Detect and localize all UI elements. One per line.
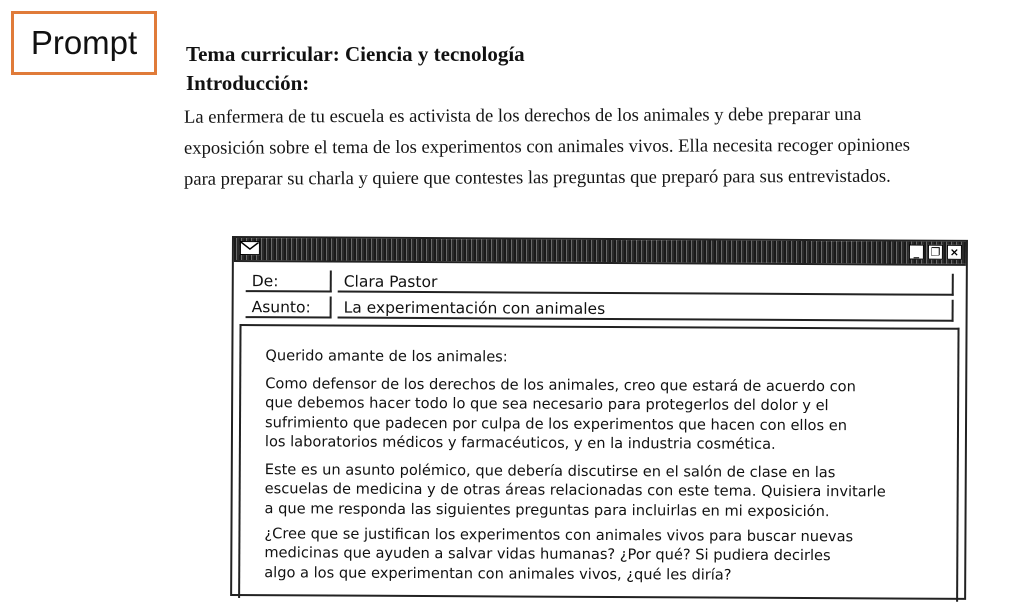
paragraph-line: ¿Cree que se justifican los experimentos con animales vivos para buscar nuevas — [264, 525, 854, 546]
subject-field[interactable]: La experimentación con animales — [338, 297, 954, 322]
introduction-heading: Introducción: — [186, 71, 310, 95]
paragraph-line: que debemos hacer todo lo que sea necesario para protegerlos del dolor y el — [265, 394, 829, 415]
email-greeting: Querido amante de los animales: — [265, 347, 508, 366]
prompt-label: Prompt — [30, 24, 138, 61]
paragraph-line: Como defensor de los derechos de los animales, creo que estará de acuerdo con — [265, 375, 856, 396]
paragraph-line: escuelas de medicina y de otras áreas relacionadas con este tema. Quisiera invitarle — [264, 480, 886, 501]
subject-label: Asunto: — [246, 296, 332, 318]
from-field[interactable]: Clara Pastor — [338, 271, 954, 296]
minimize-button[interactable]: _ — [909, 245, 924, 260]
prompt-label-box — [11, 11, 157, 75]
email-window — [230, 236, 968, 600]
envelope-icon — [240, 241, 260, 255]
curricular-theme-heading: Tema curricular: Ciencia y tecnología — [186, 42, 525, 66]
paragraph-line: Este es un asunto polémico, que debería discutirse en el salón de clase en las — [264, 461, 836, 482]
intro-line: La enfermera de tu escuela es activista de los derechos de los animales y debe preparar una — [183, 103, 862, 128]
paragraph-line: sufrimiento que padecen por culpa de los experimentos que hacen con ellos en — [264, 413, 848, 434]
paragraph-line: los laboratorios médicos y farmacéuticos, y en la industria cosmética. — [264, 433, 776, 453]
introduction-text — [184, 100, 1014, 193]
from-label: De: — [246, 270, 332, 292]
paragraph-line: medicinas que ayuden a salvar vidas humanas? ¿Por qué? Si pudiera decirles — [264, 544, 831, 565]
close-button[interactable]: × — [947, 245, 962, 260]
intro-line: para preparar su charla y quiere que contestes las preguntas que preparó para sus entrevistados. — [183, 165, 891, 190]
paragraph-line: a que me responda las siguientes preguntas para incluirlas en mi exposición. — [264, 499, 830, 520]
intro-line: exposición sobre el tema de los experimentos con animales vivos. Ella necesita recoger opiniones — [183, 134, 911, 159]
email-body[interactable] — [238, 324, 959, 602]
paragraph-line: algo a los que experimentan con animales vivos, ¿qué les diría? — [264, 563, 732, 584]
email-paragraph-1 — [265, 374, 955, 455]
email-titlebar — [234, 238, 966, 266]
restore-button[interactable]: ❐ — [928, 245, 943, 260]
email-paragraph-3 — [264, 524, 954, 586]
email-paragraph-2 — [265, 460, 955, 522]
